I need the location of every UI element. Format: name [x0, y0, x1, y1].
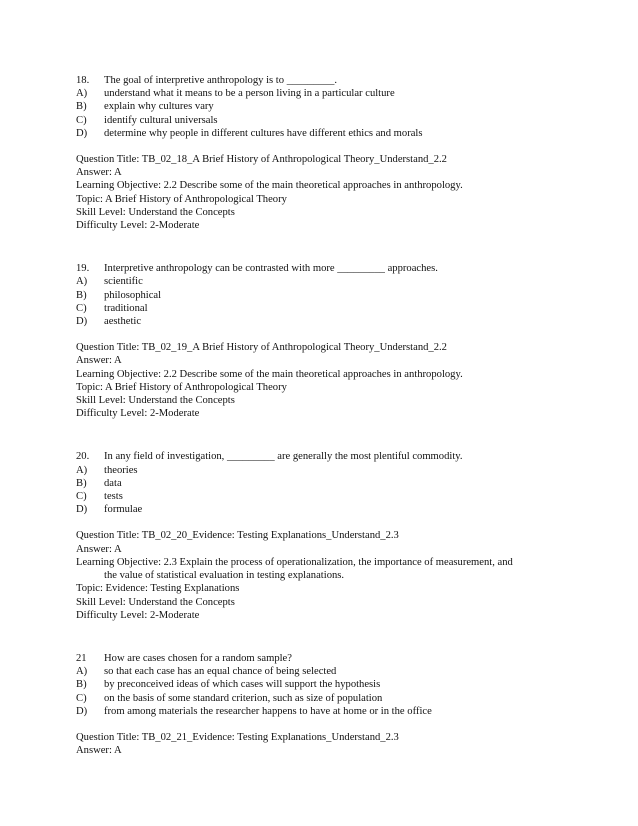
question-19 [76, 262, 606, 420]
question-stem [76, 652, 606, 665]
option-letter: D) [76, 504, 88, 516]
option-c [76, 302, 606, 315]
option-text: aesthetic [104, 316, 142, 328]
topic: Topic: A Brief History of Anthropological Theory [76, 193, 287, 205]
option-text: by preconceived ideas of which cases will support the hypothesis [104, 679, 381, 691]
answer: Answer: A [76, 745, 122, 757]
option-text: identify cultural universals [104, 114, 218, 126]
answer: Answer: A [76, 167, 122, 179]
option-text: understand what it means to be a person living in a particular culture [104, 88, 395, 100]
option-letter: C) [76, 302, 87, 314]
option-letter: A) [76, 88, 88, 100]
question-text: The goal of interpretive anthropology is to _________. [104, 75, 338, 86]
option-d [76, 503, 606, 516]
question-text: How are cases chosen for a random sample? [104, 652, 292, 664]
option-text: on the basis of some standard criterion, such as size of population [104, 692, 383, 704]
answer: Answer: A [76, 355, 122, 367]
option-letter: A) [76, 666, 88, 678]
learning-objective: Learning Objective: 2.3 Explain the process of operationalization, the importance of measurement, and [76, 556, 513, 568]
difficulty-level: Difficulty Level: 2-Moderate [76, 220, 200, 232]
learning-objective-block [76, 556, 606, 582]
question-stem [76, 262, 606, 275]
option-a [76, 87, 606, 100]
option-letter: B) [76, 679, 87, 691]
answer: Answer: A [76, 543, 122, 555]
spacer [76, 420, 606, 450]
question-text: In any field of investigation, _________ are generally the most plentiful commodity. [104, 451, 463, 463]
option-letter: C) [76, 491, 87, 503]
options-list [76, 275, 606, 328]
option-text: determine why people in different cultures have different ethics and morals [104, 127, 423, 139]
question-title: Question Title: TB_02_18_A Brief History of Anthropological Theory_Understand_2.2 [76, 154, 447, 166]
options-list [76, 464, 606, 517]
learning-objective: Learning Objective: 2.2 Describe some of the main theoretical approaches in anthropology. [76, 368, 463, 380]
options-list [76, 665, 606, 718]
question-text: Interpretive anthropology can be contrasted with more _________ approaches. [104, 263, 438, 275]
option-d [76, 127, 606, 140]
option-d [76, 705, 606, 718]
option-letter: D) [76, 316, 88, 328]
learning-objective-continued: the value of statistical evaluation in testing explanations. [104, 570, 345, 582]
option-letter: B) [76, 477, 87, 489]
option-a [76, 665, 606, 678]
question-number: 18. [76, 75, 90, 86]
question-stem [76, 74, 606, 87]
option-b [76, 477, 606, 490]
question-metadata [76, 341, 606, 420]
question-title: Question Title: TB_02_21_Evidence: Testing Explanations_Understand_2.3 [76, 731, 399, 743]
skill-level: Skill Level: Understand the Concepts [76, 206, 235, 218]
document-page [76, 74, 606, 757]
question-metadata [76, 529, 606, 621]
option-a [76, 464, 606, 477]
option-letter: D) [76, 127, 88, 139]
option-c [76, 114, 606, 127]
option-text: so that each case has an equal chance of being selected [104, 666, 337, 678]
option-d [76, 315, 606, 328]
option-letter: B) [76, 289, 87, 301]
spacer [76, 622, 606, 652]
option-letter: B) [76, 101, 87, 113]
option-letter: C) [76, 692, 87, 704]
option-b [76, 100, 606, 113]
question-title: Question Title: TB_02_20_Evidence: Testing Explanations_Understand_2.3 [76, 530, 399, 542]
question-number: 21 [76, 652, 87, 664]
option-text: scientific [104, 276, 143, 288]
option-b [76, 289, 606, 302]
option-text: philosophical [104, 289, 162, 301]
option-b [76, 678, 606, 691]
question-number: 20. [76, 451, 90, 463]
option-text: formulae [104, 504, 143, 516]
options-list [76, 87, 606, 140]
question-18 [76, 74, 606, 232]
option-c [76, 490, 606, 503]
topic: Topic: Evidence: Testing Explanations [76, 583, 240, 595]
spacer [76, 232, 606, 262]
topic: Topic: A Brief History of Anthropological Theory [76, 381, 287, 393]
option-text: theories [104, 464, 138, 476]
learning-objective: Learning Objective: 2.2 Describe some of the main theoretical approaches in anthropology. [76, 180, 463, 192]
question-number: 19. [76, 263, 90, 275]
question-metadata [76, 153, 606, 232]
option-a [76, 275, 606, 288]
skill-level: Skill Level: Understand the Concepts [76, 395, 235, 407]
option-letter: A) [76, 276, 88, 288]
option-text: tests [104, 491, 123, 503]
option-text: explain why cultures vary [104, 101, 214, 113]
option-text: traditional [104, 302, 148, 314]
option-c [76, 692, 606, 705]
option-letter: D) [76, 705, 88, 717]
option-text: from among materials the researcher happens to have at home or in the office [104, 705, 432, 717]
option-text: data [104, 477, 122, 489]
option-letter: C) [76, 114, 87, 126]
question-title: Question Title: TB_02_19_A Brief History of Anthropological Theory_Understand_2.2 [76, 342, 447, 354]
question-20 [76, 450, 606, 621]
skill-level: Skill Level: Understand the Concepts [76, 596, 235, 608]
question-metadata [76, 731, 606, 757]
question-21 [76, 652, 606, 757]
difficulty-level: Difficulty Level: 2-Moderate [76, 408, 200, 420]
option-letter: A) [76, 464, 88, 476]
question-stem [76, 450, 606, 463]
difficulty-level: Difficulty Level: 2-Moderate [76, 609, 200, 621]
